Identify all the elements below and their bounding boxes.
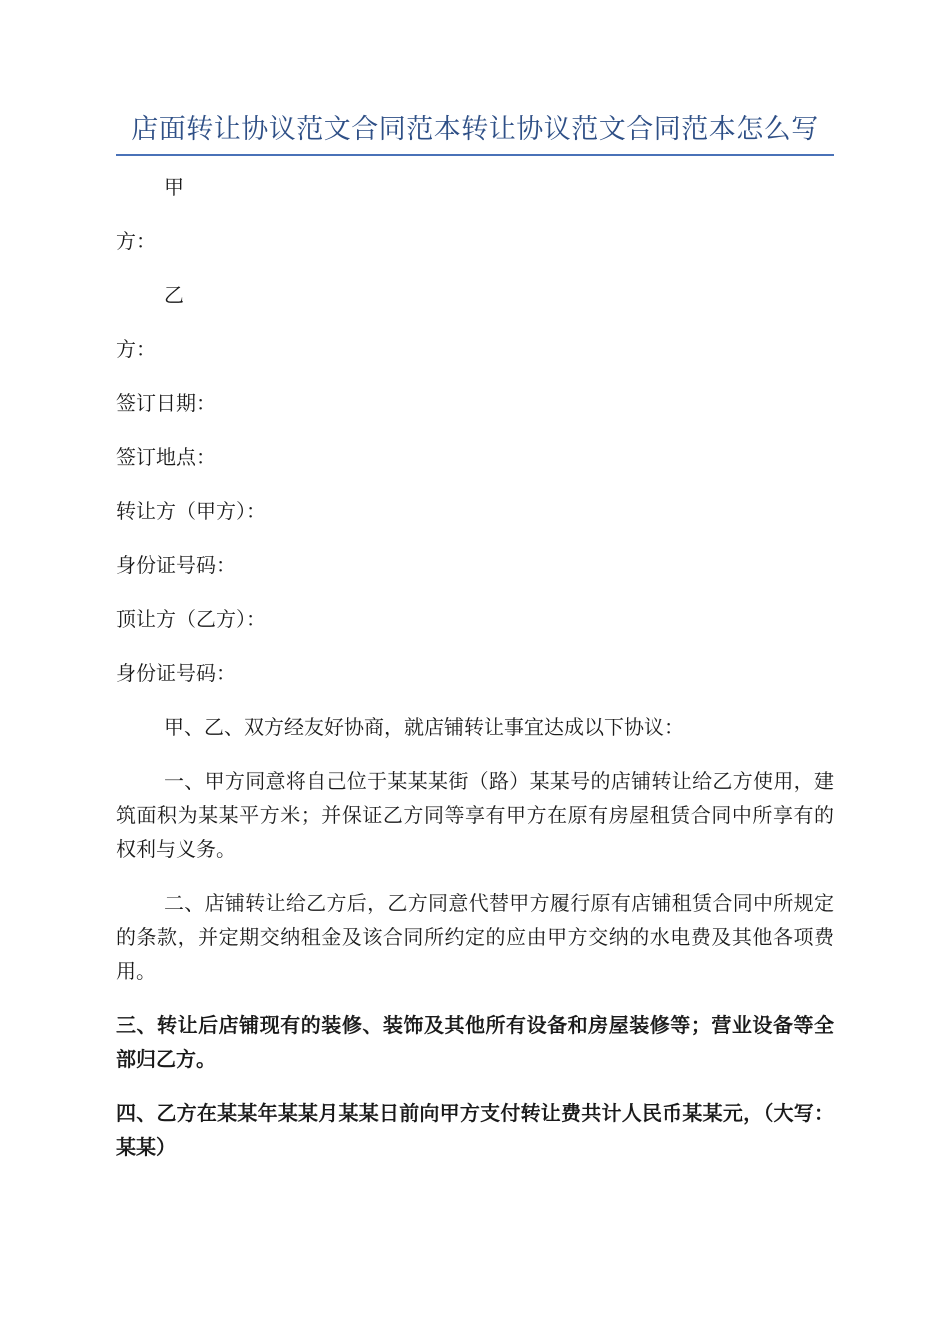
party-b-label-part2: 方： xyxy=(116,337,156,361)
party-a-block xyxy=(116,170,834,258)
transferor-field: 转让方（甲方）： xyxy=(116,499,266,523)
sign-place-field: 签订地点： xyxy=(116,445,216,469)
id-number-b-field: 身份证号码： xyxy=(116,661,236,685)
transferee-field: 顶让方（乙方）： xyxy=(116,607,266,631)
clause-3: 三、转让后店铺现有的装修、装饰及其他所有设备和房屋装修等；营业设备等全部归乙方。 xyxy=(116,1013,834,1071)
document-title: 店面转让协议范文合同范本转让协议范文合同范本怎么写 xyxy=(131,114,819,145)
party-a-label-part1: 甲 xyxy=(164,175,184,199)
party-b-block xyxy=(116,278,834,366)
sign-date-field: 签订日期： xyxy=(116,391,216,415)
intro-paragraph: 甲、乙、双方经友好协商，就店铺转让事宜达成以下协议： xyxy=(164,715,684,739)
document-page xyxy=(116,112,834,1184)
title-divider xyxy=(116,154,834,156)
clause-4: 四、乙方在某某年某某月某某日前向甲方支付转让费共计人民币某某元，（大写：某某） xyxy=(116,1101,834,1159)
clause-1: 一、甲方同意将自己位于某某某街（路）某某号的店铺转让给乙方使用，建筑面积为某某平方米；并保证乙方同等享有甲方在原有房屋租赁合同中所享有的权利与义务。 xyxy=(116,769,834,861)
id-number-a-field: 身份证号码： xyxy=(116,553,236,577)
party-a-label-part2: 方： xyxy=(116,229,156,253)
clause-2: 二、店铺转让给乙方后，乙方同意代替甲方履行原有店铺租赁合同中所规定的条款，并定期交纳租金及该合同所约定的应由甲方交纳的水电费及其他各项费用。 xyxy=(116,891,834,983)
party-b-label-part1: 乙 xyxy=(164,283,184,307)
